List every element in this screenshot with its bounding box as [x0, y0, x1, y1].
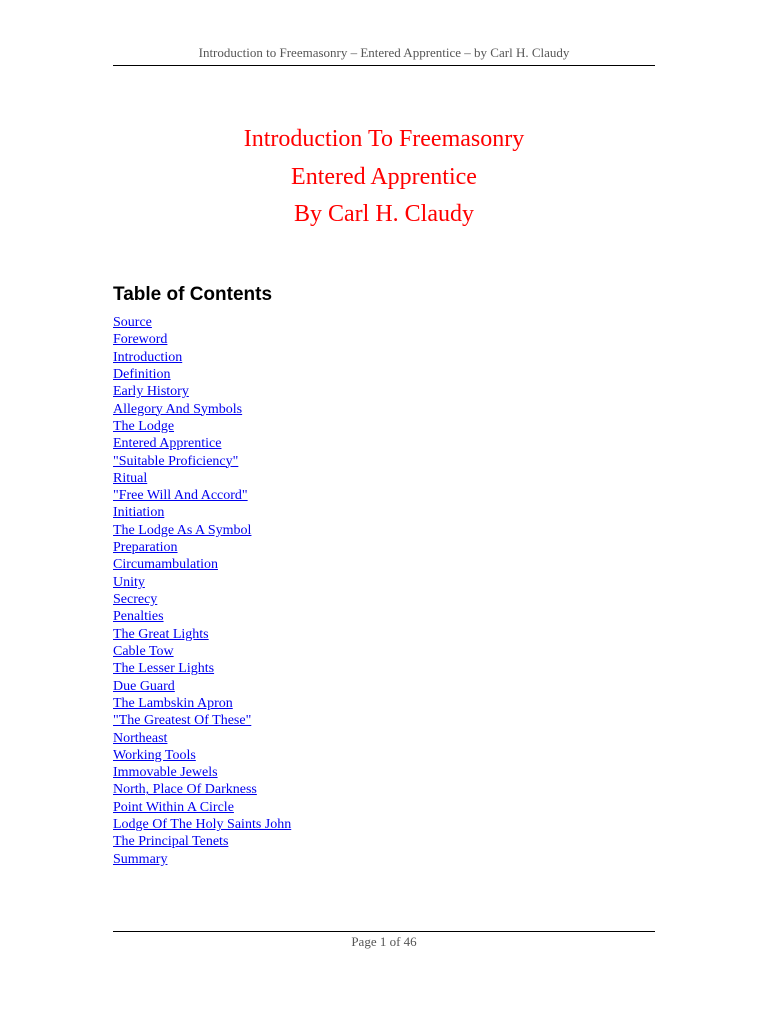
toc-link[interactable]: Due Guard [113, 678, 175, 694]
toc-link[interactable]: The Lodge [113, 418, 175, 434]
toc-item [113, 470, 291, 487]
toc-item [113, 539, 291, 556]
toc-item [113, 799, 291, 816]
toc-link[interactable]: "The Greatest Of These" [113, 713, 252, 729]
toc-link[interactable]: Introduction [113, 349, 183, 365]
toc-link[interactable]: Source [113, 315, 152, 330]
toc-link[interactable]: Working Tools [113, 747, 196, 763]
toc-item [113, 608, 291, 625]
toc-item [113, 660, 291, 677]
toc-link[interactable]: Allegory And Symbols [113, 401, 243, 417]
toc-link[interactable]: The Lesser Lights [113, 661, 215, 677]
header-rule [113, 65, 655, 66]
toc-link[interactable]: Northeast [113, 730, 168, 746]
toc-item [113, 851, 291, 868]
toc-item [113, 366, 291, 383]
toc-link[interactable]: "Suitable Proficiency" [113, 453, 239, 469]
toc-item [113, 331, 291, 348]
toc-item [113, 712, 291, 729]
toc-item [113, 453, 291, 470]
toc-link[interactable]: Penalties [113, 609, 164, 625]
toc-link[interactable]: The Great Lights [113, 626, 209, 642]
toc-link[interactable]: The Lodge As A Symbol [113, 522, 252, 538]
toc-item [113, 504, 291, 521]
toc-heading: Table of Contents [113, 284, 273, 305]
toc-link[interactable]: Secrecy [113, 592, 158, 607]
title-line-author: By Carl H. Claudy [294, 201, 474, 227]
footer-rule [113, 931, 655, 932]
toc-item [113, 522, 291, 539]
toc-item [113, 418, 291, 435]
title-line-main: Introduction To Freemasonry [243, 126, 525, 152]
toc-item [113, 435, 291, 452]
toc-item [113, 349, 291, 366]
toc-link[interactable]: Ritual [113, 470, 148, 486]
toc-link[interactable]: Summary [113, 851, 168, 867]
page-number: Page 1 of 46 [351, 934, 417, 949]
toc-link[interactable]: Entered Apprentice [113, 436, 222, 452]
toc-item [113, 643, 291, 660]
toc-item [113, 764, 291, 781]
toc-item [113, 695, 291, 712]
toc-item [113, 816, 291, 833]
toc-link[interactable]: Initiation [113, 505, 165, 521]
toc-link[interactable]: Immovable Jewels [113, 765, 218, 781]
toc-item [113, 730, 291, 747]
toc-item [113, 383, 291, 400]
toc-item [113, 487, 291, 504]
toc-item [113, 591, 291, 608]
toc-link[interactable]: Lodge Of The Holy Saints John [113, 817, 292, 833]
toc-item [113, 678, 291, 695]
running-header: Introduction to Freemasonry – Entered Apprentice – by Carl H. Claudy [198, 45, 570, 60]
toc-item [113, 401, 291, 418]
toc-item [113, 747, 291, 764]
toc-link[interactable]: Cable Tow [113, 643, 174, 659]
toc-item [113, 781, 291, 798]
toc-item [113, 833, 291, 850]
title-line-subtitle: Entered Apprentice [291, 163, 477, 190]
toc-link[interactable]: Preparation [113, 540, 178, 556]
toc-item [113, 574, 291, 591]
toc-item [113, 556, 291, 573]
toc-link[interactable]: Definition [113, 366, 171, 382]
toc-list [113, 314, 291, 868]
toc-link[interactable]: The Lambskin Apron [113, 695, 233, 711]
toc-link[interactable]: Circumambulation [113, 557, 218, 573]
toc-link[interactable]: Early History [113, 384, 189, 400]
toc-link[interactable]: Unity [113, 574, 145, 590]
toc-link[interactable]: The Principal Tenets [113, 834, 229, 850]
toc-link[interactable]: Foreword [113, 332, 168, 348]
toc-item [113, 314, 291, 331]
toc-item [113, 626, 291, 643]
toc-link[interactable]: Point Within A Circle [113, 799, 234, 815]
toc-link[interactable]: North, Place Of Darkness [113, 782, 257, 798]
document-title [113, 121, 655, 234]
toc-link[interactable]: "Free Will And Accord" [113, 488, 248, 504]
